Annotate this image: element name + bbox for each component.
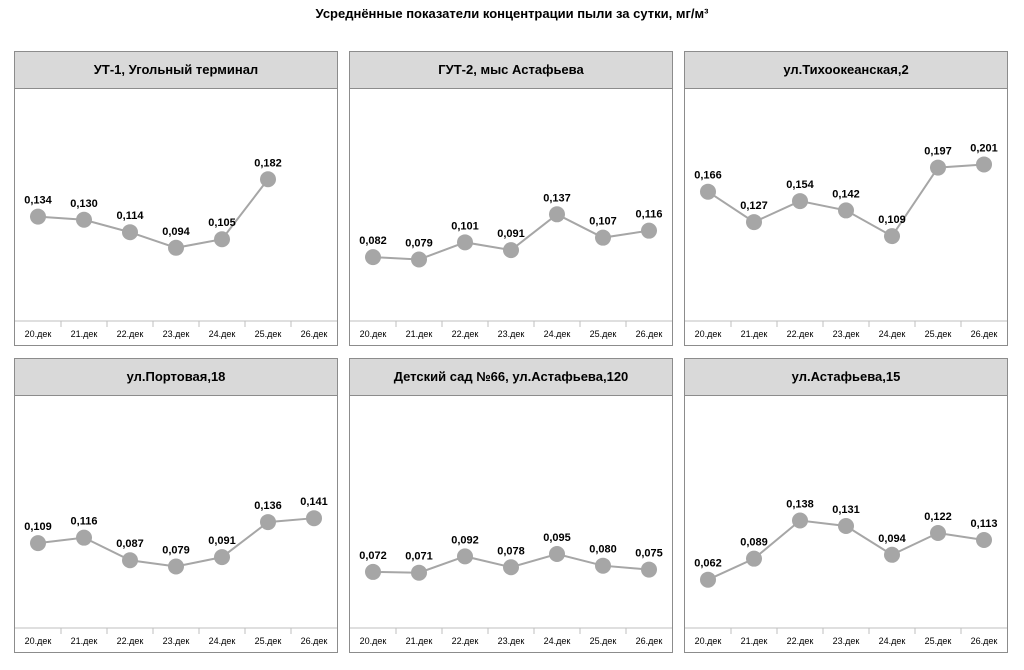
data-label: 0,094 <box>162 225 190 238</box>
chart-panel-4 <box>14 358 338 653</box>
x-tick-label: 23.дек <box>497 636 525 646</box>
chart-plot <box>685 396 1007 652</box>
x-tick-label: 20.дек <box>359 329 387 339</box>
data-point <box>365 564 381 580</box>
data-point <box>122 552 138 568</box>
data-label: 0,116 <box>635 208 663 221</box>
data-point <box>884 547 900 563</box>
data-label: 0,072 <box>359 549 387 562</box>
data-point <box>792 513 808 529</box>
data-label: 0,116 <box>70 515 98 528</box>
data-label: 0,079 <box>405 237 433 250</box>
data-point <box>122 224 138 240</box>
chart-panel-title: УТ-1, Угольный терминал <box>15 52 337 89</box>
data-label: 0,080 <box>589 543 617 556</box>
data-point <box>884 228 900 244</box>
data-point <box>838 518 854 534</box>
data-point <box>260 514 276 530</box>
data-label: 0,109 <box>24 521 52 534</box>
data-point <box>365 249 381 265</box>
x-tick-label: 23.дек <box>832 329 860 339</box>
data-label: 0,075 <box>635 547 663 560</box>
data-label: 0,109 <box>878 214 906 227</box>
data-label: 0,154 <box>786 179 814 192</box>
x-tick-label: 22.дек <box>116 329 144 339</box>
data-label: 0,166 <box>694 169 722 182</box>
data-label: 0,131 <box>832 503 860 516</box>
data-point <box>76 212 92 228</box>
chart-panel-title: ул.Астафьева,15 <box>685 359 1007 396</box>
x-tick-label: 21.дек <box>740 329 768 339</box>
x-tick-label: 24.дек <box>543 329 571 339</box>
data-label: 0,130 <box>70 197 98 210</box>
data-label: 0,079 <box>162 544 190 557</box>
x-tick-label: 24.дек <box>878 636 906 646</box>
data-label: 0,062 <box>694 557 722 570</box>
chart-plot <box>350 89 672 345</box>
data-label: 0,127 <box>740 200 768 213</box>
x-tick-label: 25.дек <box>589 636 617 646</box>
data-label: 0,138 <box>786 498 814 511</box>
chart-main-title: Усреднённые показатели концентрации пыли за сутки, мг/м³ <box>315 6 709 21</box>
data-point <box>411 251 427 267</box>
x-tick-label: 26.дек <box>635 636 663 646</box>
data-point <box>503 242 519 258</box>
data-label: 0,114 <box>116 210 144 223</box>
data-point <box>260 171 276 187</box>
data-point <box>30 209 46 225</box>
x-tick-label: 25.дек <box>589 329 617 339</box>
data-label: 0,136 <box>254 500 282 513</box>
chart-plot <box>685 89 1007 345</box>
data-point <box>595 558 611 574</box>
x-tick-label: 25.дек <box>924 329 952 339</box>
chart-panel-2 <box>349 51 673 346</box>
x-tick-label: 23.дек <box>162 329 190 339</box>
data-label: 0,082 <box>359 235 387 248</box>
data-point <box>76 530 92 546</box>
data-point <box>214 549 230 565</box>
data-label: 0,122 <box>924 510 952 523</box>
data-label: 0,091 <box>497 228 525 241</box>
data-point <box>411 565 427 581</box>
data-point <box>168 240 184 256</box>
data-point <box>641 562 657 578</box>
data-point <box>746 214 762 230</box>
x-tick-label: 22.дек <box>451 329 479 339</box>
x-tick-label: 20.дек <box>24 636 52 646</box>
x-tick-label: 23.дек <box>162 636 190 646</box>
x-tick-label: 22.дек <box>786 636 814 646</box>
x-tick-label: 23.дек <box>497 329 525 339</box>
x-tick-label: 22.дек <box>116 636 144 646</box>
x-tick-label: 20.дек <box>694 636 722 646</box>
data-point <box>700 184 716 200</box>
data-point <box>976 532 992 548</box>
x-tick-label: 26.дек <box>970 329 998 339</box>
data-point <box>549 546 565 562</box>
chart-panel-3 <box>684 51 1008 346</box>
data-label: 0,092 <box>451 534 479 547</box>
chart-panel-title: ул.Тихоокеанская,2 <box>685 52 1007 89</box>
data-label: 0,197 <box>924 145 952 158</box>
x-tick-label: 21.дек <box>405 329 433 339</box>
x-tick-label: 24.дек <box>543 636 571 646</box>
x-tick-label: 21.дек <box>405 636 433 646</box>
data-point <box>549 206 565 222</box>
data-point <box>976 156 992 172</box>
data-label: 0,137 <box>543 192 571 205</box>
data-point <box>595 230 611 246</box>
data-point <box>214 231 230 247</box>
chart-plot <box>15 89 337 345</box>
x-tick-label: 21.дек <box>70 329 98 339</box>
data-point <box>930 525 946 541</box>
x-tick-label: 26.дек <box>300 329 328 339</box>
data-point <box>30 535 46 551</box>
data-label: 0,087 <box>116 538 144 551</box>
chart-panel-title: ГУТ-2, мыс Астафьева <box>350 52 672 89</box>
chart-plot <box>15 396 337 652</box>
data-label: 0,091 <box>208 535 236 548</box>
data-label: 0,105 <box>208 217 236 230</box>
data-point <box>641 223 657 239</box>
x-tick-label: 20.дек <box>694 329 722 339</box>
data-point <box>457 234 473 250</box>
x-tick-label: 24.дек <box>208 329 236 339</box>
x-tick-label: 26.дек <box>635 329 663 339</box>
data-label: 0,201 <box>970 142 998 155</box>
x-tick-label: 20.дек <box>359 636 387 646</box>
chart-plot <box>350 396 672 652</box>
data-point <box>746 551 762 567</box>
data-label: 0,113 <box>970 517 998 530</box>
x-tick-label: 26.дек <box>300 636 328 646</box>
chart-panel-5 <box>349 358 673 653</box>
series-line <box>38 179 268 248</box>
chart-panel-title: ул.Портовая,18 <box>15 359 337 396</box>
chart-panel-1 <box>14 51 338 346</box>
data-label: 0,094 <box>878 532 906 545</box>
data-point <box>930 160 946 176</box>
x-tick-label: 21.дек <box>740 636 768 646</box>
data-point <box>792 193 808 209</box>
data-label: 0,078 <box>497 545 525 558</box>
data-label: 0,071 <box>405 550 433 563</box>
chart-panel-title: Детский сад №66, ул.Астафьева,120 <box>350 359 672 396</box>
data-point <box>168 558 184 574</box>
data-label: 0,141 <box>300 496 328 509</box>
data-label: 0,095 <box>543 532 571 545</box>
data-label: 0,182 <box>254 157 282 170</box>
x-tick-label: 24.дек <box>878 329 906 339</box>
x-tick-label: 26.дек <box>970 636 998 646</box>
data-point <box>838 202 854 218</box>
x-tick-label: 25.дек <box>924 636 952 646</box>
x-tick-label: 24.дек <box>208 636 236 646</box>
data-label: 0,107 <box>589 215 617 228</box>
x-tick-label: 20.дек <box>24 329 52 339</box>
data-point <box>457 548 473 564</box>
data-label: 0,089 <box>740 536 768 549</box>
data-point <box>306 510 322 526</box>
data-label: 0,134 <box>24 194 52 207</box>
x-tick-label: 22.дек <box>786 329 814 339</box>
x-tick-label: 22.дек <box>451 636 479 646</box>
x-tick-label: 21.дек <box>70 636 98 646</box>
chart-panel-6 <box>684 358 1008 653</box>
x-tick-label: 23.дек <box>832 636 860 646</box>
data-label: 0,101 <box>451 220 479 233</box>
data-point <box>503 559 519 575</box>
data-point <box>700 572 716 588</box>
x-tick-label: 25.дек <box>254 636 282 646</box>
data-label: 0,142 <box>832 188 860 201</box>
x-tick-label: 25.дек <box>254 329 282 339</box>
